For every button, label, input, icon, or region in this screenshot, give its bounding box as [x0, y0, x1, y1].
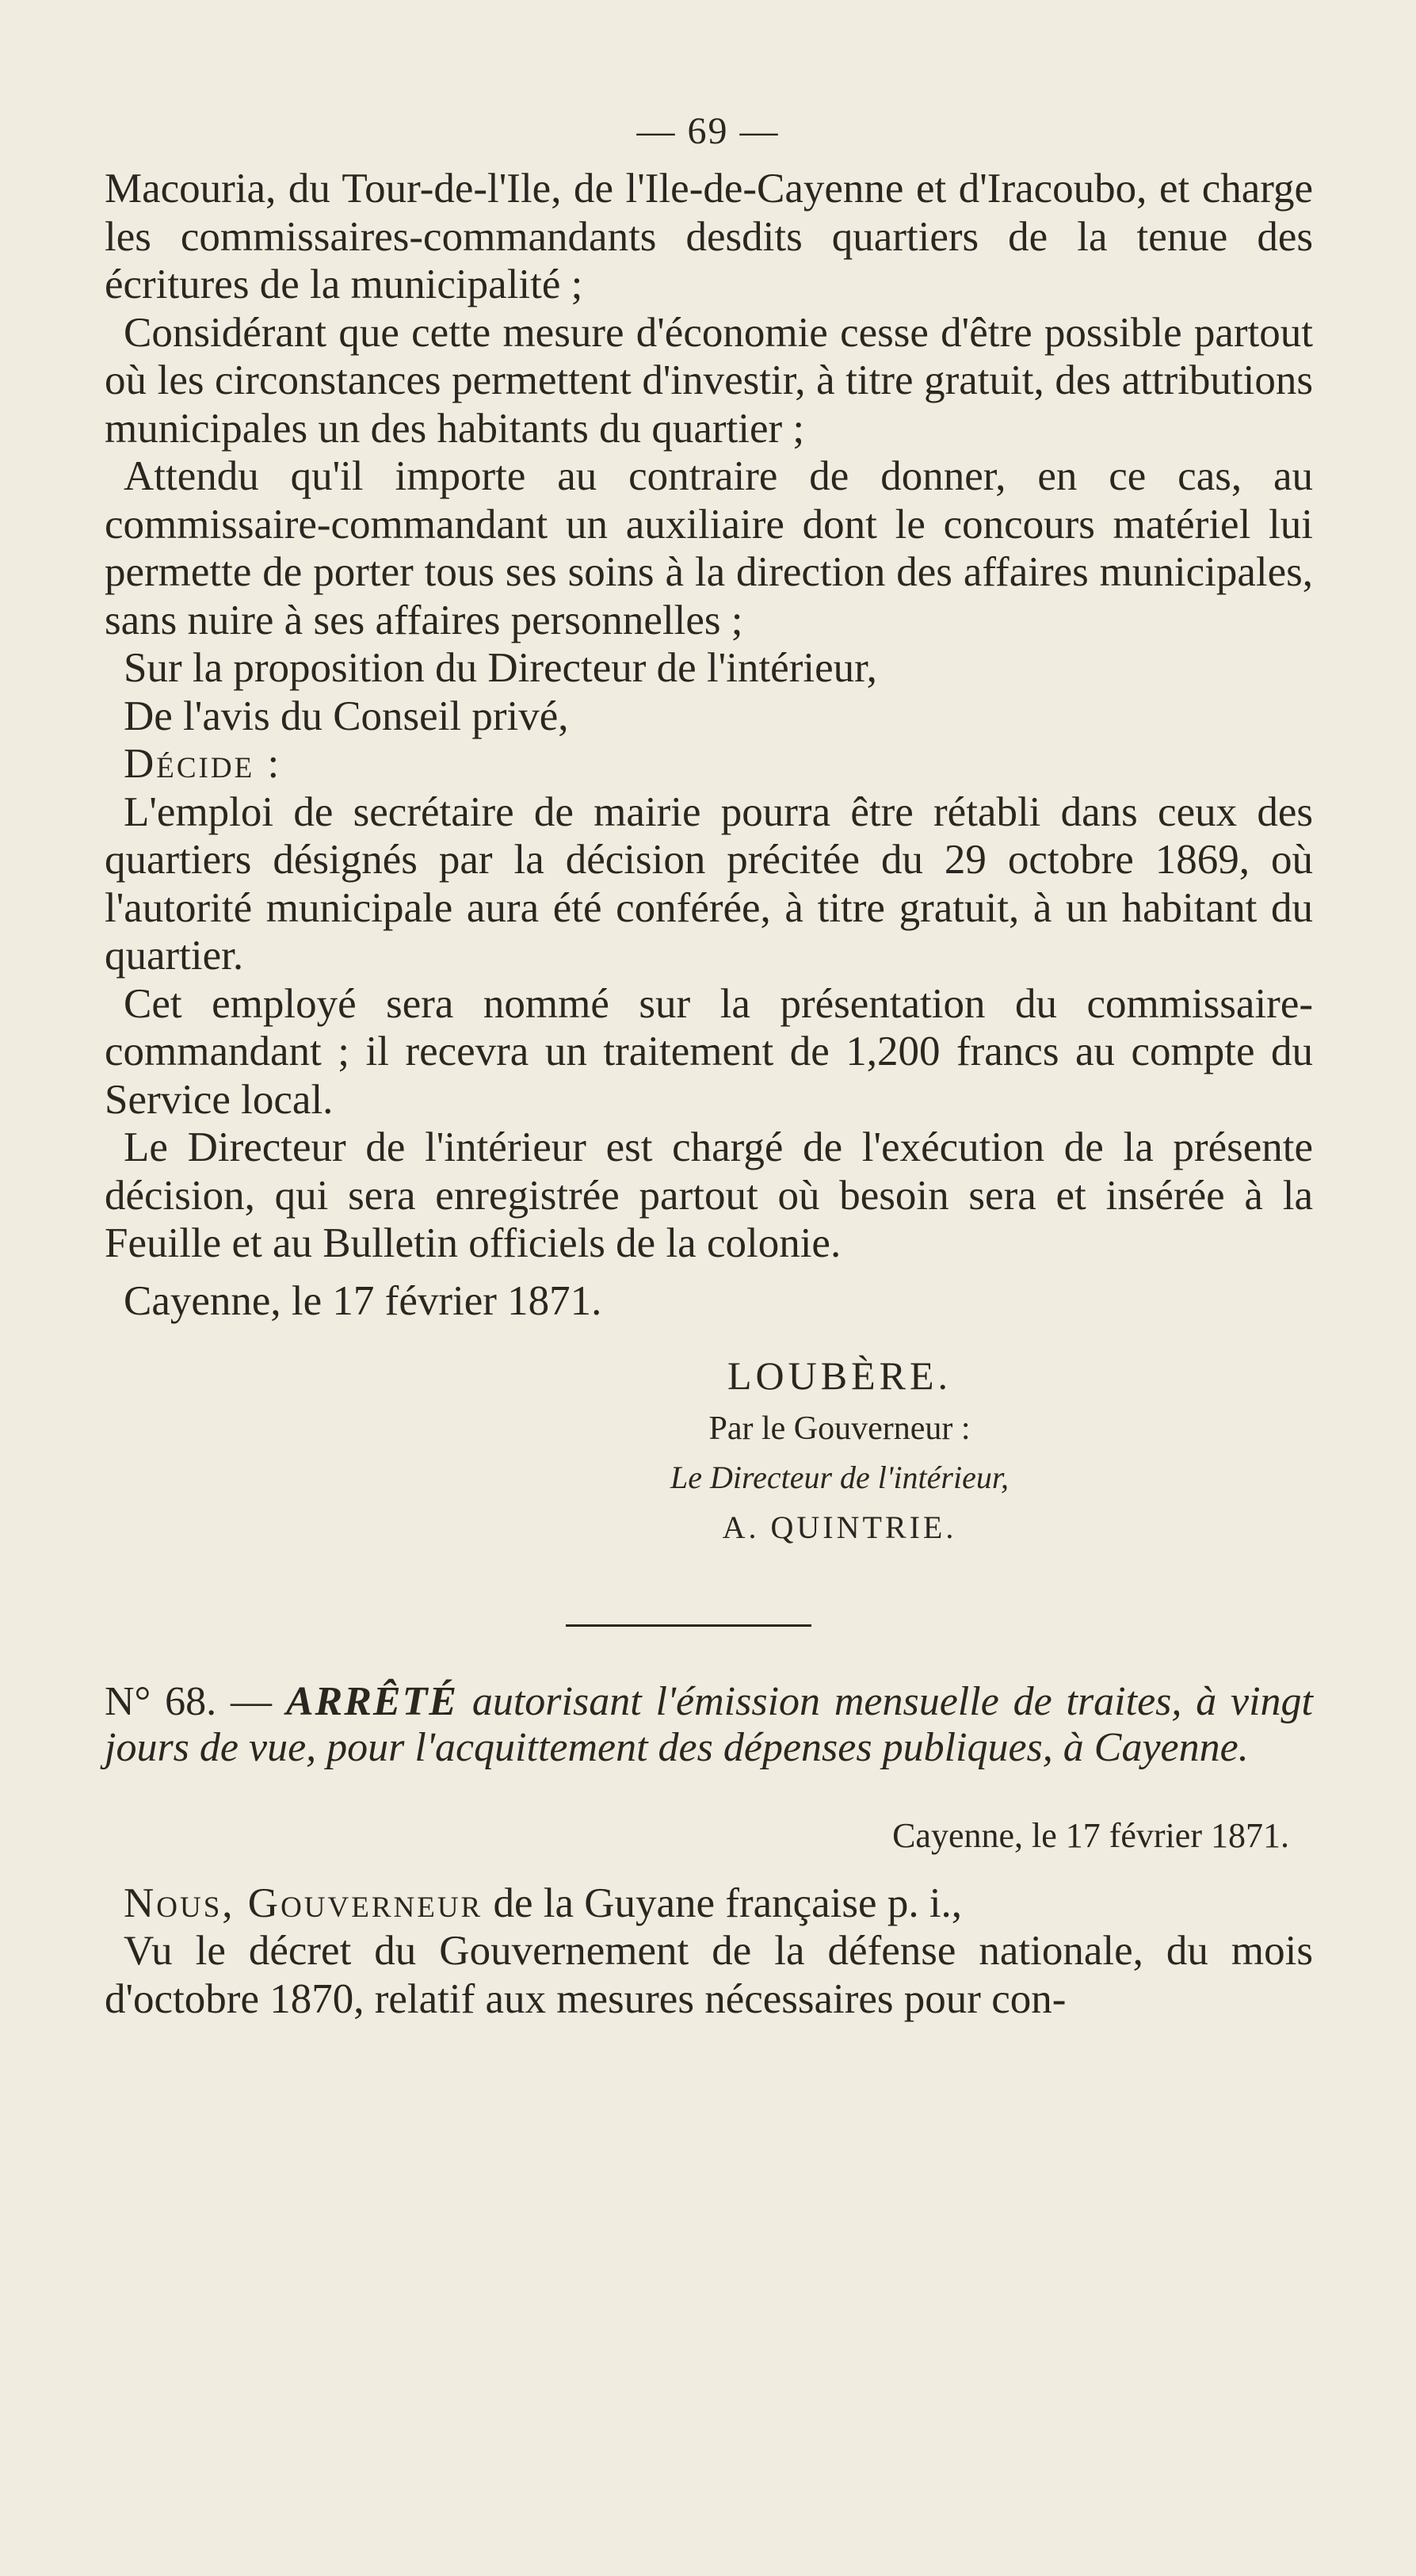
paragraph: Considérant que cette mesure d'économie cesse d'être possible partout où les circonstances permettent d'investir, à titre gratuit, des attributions municipales un des habitants du quartier ;	[105, 309, 1313, 452]
paragraph: De l'avis du Conseil privé,	[124, 693, 569, 739]
paragraph: Macouria, du Tour-de-l'Ile, de l'Ile-de-Cayenne et d'Iracoubo, et charge les commissaires-commandants desdits quartiers de la tenue des écritures de la municipalité ;	[105, 166, 1313, 307]
closing-paragraph	[105, 1927, 1313, 2023]
paragraph: Sur la proposition du Directeur de l'intérieur,	[124, 645, 877, 691]
closing-text: de la Guyane française p. i.,	[483, 1880, 963, 1926]
paragraph: Attendu qu'il importe au contraire de donner, en ce cas, au commissaire-commandant un auxiliaire dont le concours matériel lui permette de porter tous ses soins à la direction des affaires municipales, sans nuire à ses affaires personnelles ;	[105, 453, 1313, 643]
signatory-by: Par le Gouverneur :	[708, 1410, 971, 1447]
signature-block	[105, 1352, 1313, 1551]
signatory-countersign: A. QUINTRIE.	[722, 1509, 957, 1545]
section-title: autorisant l'émission mensuelle de traites, à vingt jours de vue, pour l'acquittement des dépenses publiques, à Cayenne.	[105, 1679, 1314, 1770]
section-title-caps: ARRÊTÉ	[285, 1679, 459, 1724]
signatory-name: LOUBÈRE.	[727, 1353, 952, 1398]
closing-paragraph	[105, 1880, 1313, 1928]
closing-caps: Nous, Gouverneur	[124, 1880, 483, 1926]
decision-paragraph: Cet employé sera nommé sur la présentation du commissaire-commandant ; il recevra un traitement de 1,200 francs au compte du Service local.	[105, 980, 1313, 1123]
section-divider	[566, 1624, 811, 1627]
place-date: Cayenne, le 17 février 1871.	[124, 1277, 602, 1324]
dateline: Cayenne, le 17 février 1871.	[892, 1816, 1289, 1855]
section-number: N° 68. —	[105, 1679, 272, 1724]
page-number: — 69 —	[636, 110, 780, 152]
signatory-role: Le Directeur de l'intérieur,	[670, 1460, 1009, 1495]
closing-text: Vu le décret du Gouvernement de la défense nationale, du mois d'octobre 1870, relatif aux mesures nécessaires pour con-	[105, 1928, 1313, 2022]
decide-label: Décide :	[124, 741, 282, 787]
decision-paragraph: Le Directeur de l'intérieur est chargé de l'exécution de la présente décision, qui sera enregistrée partout où besoin sera et insérée à la Feuille et au Bulletin officiels de la colonie.	[105, 1124, 1313, 1266]
decision-paragraph: L'emploi de secrétaire de mairie pourra être rétabli dans ceux des quartiers désignés par la décision précitée du 29 octobre 1869, où l'autorité municipale aura été conférée, à titre gratuit, à un habitant du quartier.	[105, 788, 1313, 979]
section-heading	[105, 1679, 1313, 1771]
body-text	[105, 165, 1313, 2023]
